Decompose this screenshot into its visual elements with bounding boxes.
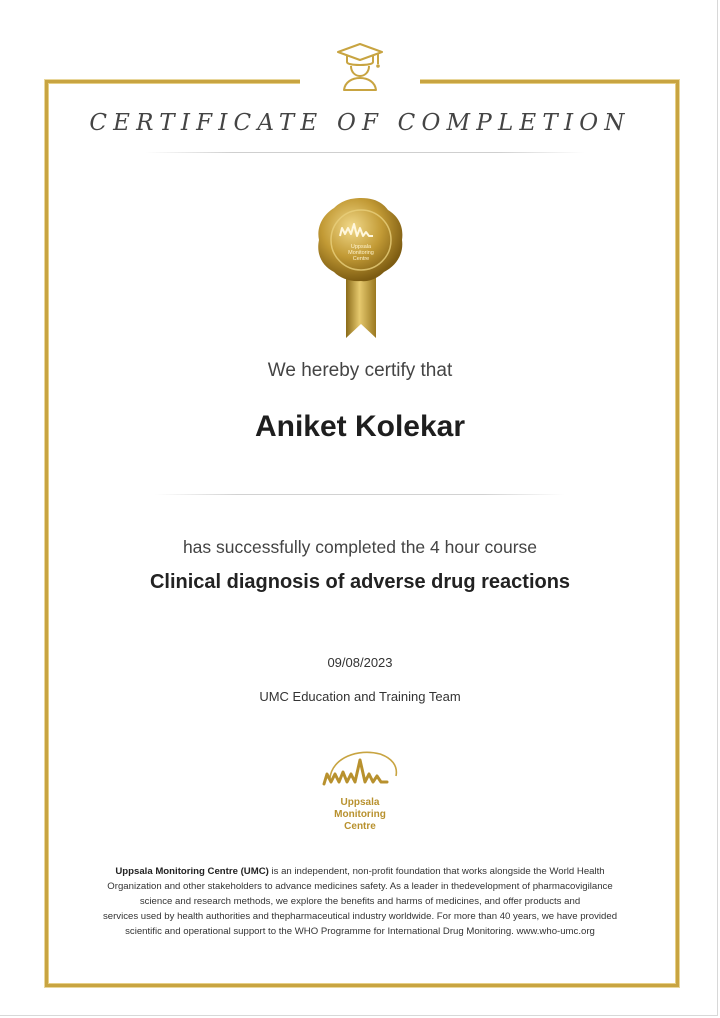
footer-line-1	[70, 864, 650, 879]
footer-org-name: Uppsala Monitoring Centre (UMC)	[115, 866, 269, 877]
logo-text-1: Uppsala	[340, 797, 380, 808]
seal-text-1: Uppsala	[350, 244, 372, 250]
title-divider	[145, 152, 585, 153]
name-divider	[155, 494, 565, 495]
footer-line-4: services used by health authorities and thepharmaceutical industry worldwide. For more than 40 years, we have provided	[102, 911, 618, 922]
footer-line-1-text: is an independent, non-profit foundation that works alongside the World Health	[268, 866, 605, 877]
certificate-title: CERTIFICATE OF COMPLETION	[89, 110, 631, 136]
recipient-name: Aniket Kolekar	[254, 410, 466, 443]
graduation-cap-icon	[334, 40, 386, 92]
seal-text-3: Centre	[352, 256, 370, 262]
footer-line-2: Organization and other stakeholders to advance medicines safety. As a leader in thedevelopment of pharmacovigilance	[107, 881, 613, 892]
course-name: Clinical diagnosis of adverse drug reactions	[149, 571, 571, 593]
footer-line-3: science and research methods, we explore the benefits and harms of medicines, and offer products and	[139, 896, 581, 907]
umc-logo	[318, 748, 402, 834]
logo-text-2: Monitoring	[334, 809, 386, 820]
logo-text-3: Centre	[344, 821, 376, 832]
seal-text-2: Monitoring	[348, 250, 374, 256]
footer-description	[70, 864, 650, 939]
wax-seal-ribbon	[316, 196, 406, 342]
completion-date: 09/08/2023	[327, 655, 393, 670]
issuer-team: UMC Education and Training Team	[259, 689, 461, 704]
certify-statement: We hereby certify that	[267, 360, 453, 381]
footer-line-5: scientific and operational support to the WHO Programme for International Drug Monitoring. www.who-umc.org	[125, 926, 595, 937]
completion-statement: has successfully completed the 4 hour course	[182, 537, 538, 557]
